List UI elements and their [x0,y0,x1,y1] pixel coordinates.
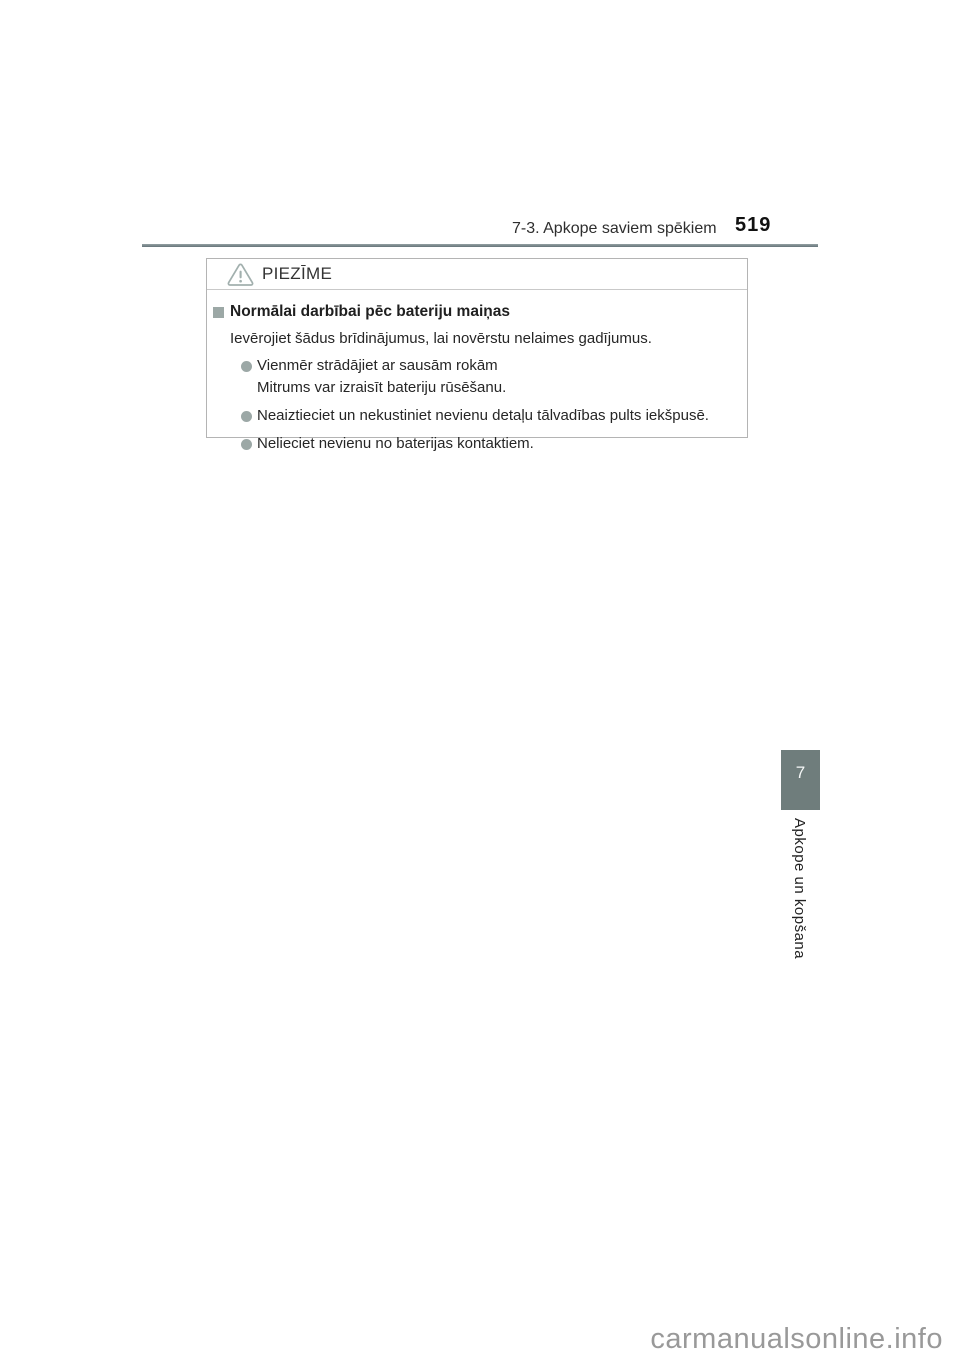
circle-bullet-icon [241,411,252,422]
header-rule [142,244,818,247]
circle-bullet-icon [241,439,252,450]
notice-heading: Normālai darbībai pēc bateriju maiņas [230,303,510,320]
warning-triangle-icon [227,263,254,286]
list-item-text: Vienmēr strādājiet ar sausām rokām [257,357,498,374]
notice-box [206,258,748,452]
list-item-subtext: Mitrums var izraisīt bateriju rūsēšanu. [257,379,507,396]
list-item-text: Neaiztieciet un nekustiniet nevienu detaļu tālvadības pults iekšpusē. [257,407,709,424]
list-item [241,355,735,399]
section-title: 7-3. Apkope saviem spēkiem [512,220,717,237]
chapter-tab [781,750,820,810]
watermark-text: carmanualsonline.info [650,1323,943,1355]
list-item [241,433,735,455]
list-item-text: Nelieciet nevienu no baterijas kontaktiem. [257,435,534,452]
list-item [241,405,735,427]
circle-bullet-icon [241,361,252,372]
chapter-label: Apkope un kopšana [791,818,808,960]
notice-title: PIEZĪME [262,264,333,283]
chapter-number: 7 [795,763,806,782]
notice-header [207,259,747,290]
notice-body [207,290,747,455]
page-number: 519 [735,214,772,236]
notice-heading-row [213,301,735,323]
notice-list [213,355,735,455]
notice-intro: Ievērojiet šādus brīdinājumus, lai novērstu nelaimes gadījumus. [230,330,652,347]
square-bullet-icon [213,307,224,318]
